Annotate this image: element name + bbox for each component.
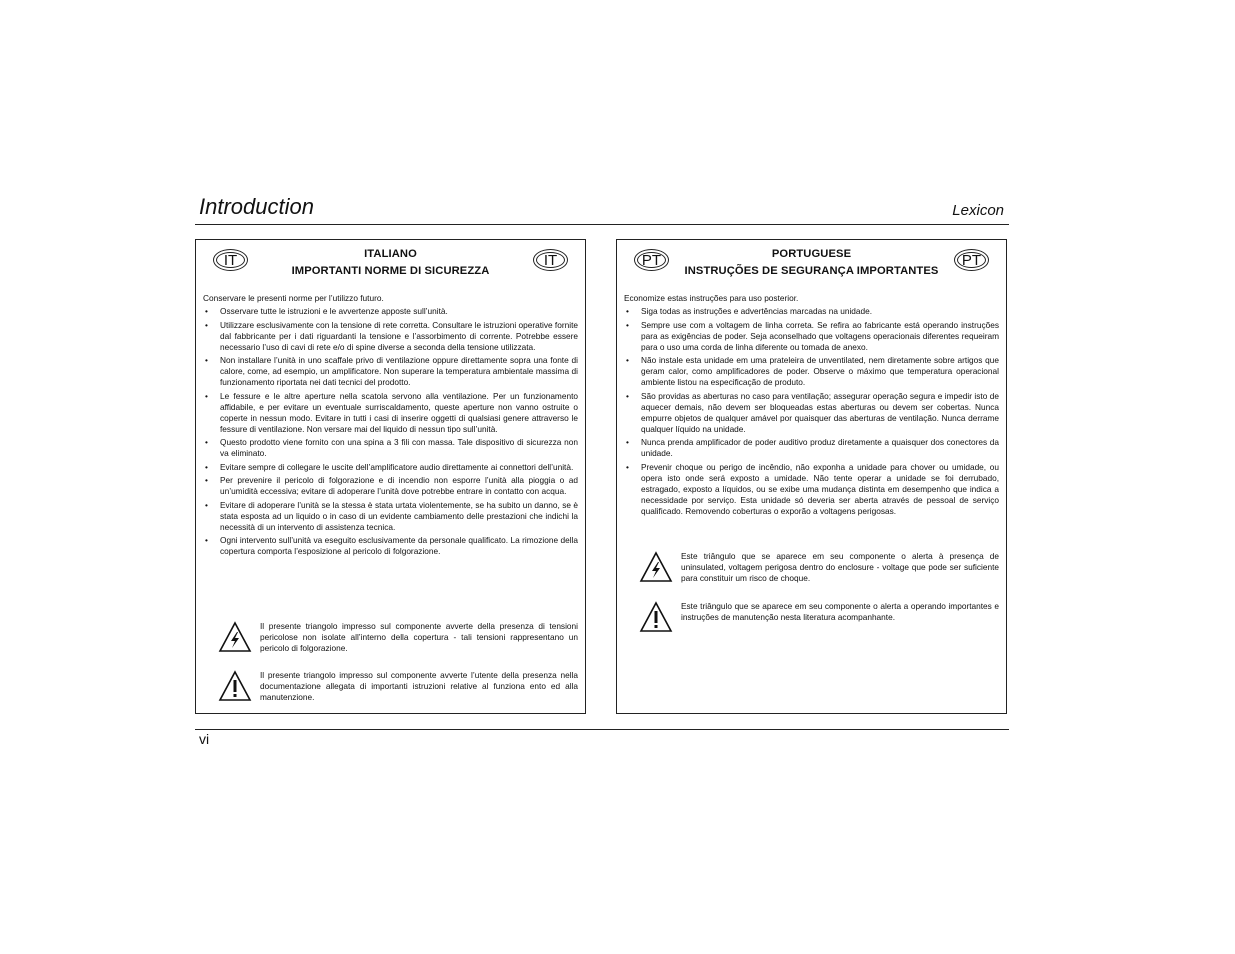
bullet-list <box>203 306 578 557</box>
list-item: • Non installare l’unità in uno scaffale privo di ventilazione oppure direttamente sopra una fonte di calore, come, ad esempio, un amplificatore. Non superare la temperatura ambientale massima di funzionamento riportata nei dati tecnici del prodotto. <box>205 355 578 387</box>
exclamation-warning-icon <box>218 670 252 702</box>
language-name: PORTUGUESE <box>771 248 852 260</box>
list-item: • Evitare sempre di collegare le uscite dell’amplificatore audio direttamente ai connettori dell’unità. <box>205 461 574 472</box>
list-item: • Osservare tutte le istruzioni e le avvertenze apposte sull’unità. <box>205 306 448 316</box>
footer-divider <box>195 729 1009 730</box>
section-heading: INSTRUÇÕES DE SEGURANÇA IMPORTANTES <box>684 265 939 277</box>
bullet-list <box>624 306 999 517</box>
warning-text: Este triângulo que se aparece em seu componente o alerta à presença de uninsulated, voltagem perigosa dentro do enclosure - voltage que pode ser suficiente para constituir um risco de choque. <box>681 551 999 583</box>
list-item: • São providas as aberturas no caso para ventilação; assegurar operação segura e impedir isto de aquecer demais, não devem ser bloqueadas estas aberturas ou devem ser cobertas. Nunca empurre objetos de qualquer amável por quaisquer das aberturas de ventilação. Nunca derrame qualquer líquido na unidade. <box>626 390 999 434</box>
language-badge-left: IT <box>213 249 248 271</box>
list-item: • Não instale esta unidade em uma prateleira de unventilated, nem diretamente sobre artigos que geram calor, como amplificadores de poder. Observe o máximo que temperatura operacional ambiente listou na especificação de produto. <box>626 355 999 387</box>
list-item: • Siga todas as instruções e advertências marcadas na unidade. <box>626 306 873 316</box>
list-item: • Nunca prenda amplificador de poder auditivo produz diretamente a quaisquer dos conectores da unidade. <box>626 437 999 458</box>
language-name: ITALIANO <box>364 248 417 260</box>
list-item: • Utilizzare esclusivamente con la tensione di rete corretta. Consultare le istruzioni operative fornite dal fabbricante per i dati riguardanti la tensione e l’assorbimento di corrente. Potrebbe essere necessario l’uso di cavi di rete e/o di spine diverse a seconda della tensione utilizzata. <box>205 319 578 352</box>
list-item: • Evitare di adoperare l’unità se la stessa è stata urtata violentemente, se ha subito un danno, se è stata esposta ad un liquido o in caso di un evidente cambiamento delle prestazioni che indichi la necessità di un intervento di assistenza tecnica. <box>205 499 578 532</box>
brand-name: Lexicon <box>952 202 1004 219</box>
voltage-warning <box>218 621 578 654</box>
intro-text: Economize estas instruções para uso posterior. <box>624 293 799 303</box>
italian-safety-panel <box>195 239 586 714</box>
instructions-warning <box>639 601 999 623</box>
warning-text: Il presente triangolo impresso sul componente avverte della presenza di tensioni pericolose non isolate all’interno della copertura - tali tensioni rappresentano un pericolo di folgorazione. <box>260 621 578 653</box>
exclamation-warning-icon <box>639 601 673 633</box>
list-item: • Per prevenire il pericolo di folgorazione e di incendio non esporre l’unità alla pioggia o ad un’umidità eccessiva; evitare di adoperare l’unità dove potrebbe entrare in contatto con acqua. <box>205 475 578 496</box>
instructions-warning <box>218 670 578 703</box>
list-item: • Prevenir choque ou perigo de incêndio, não exponha a unidade para chover ou umidade, ou opera isto onde será exposto a umidade. Não tente operar a unidade se foi derrubado, estragado, exposto a líquidos, ou se exibe uma mudança distinta em desempenho que indica a necessidade por serviço. Esta unidade só deveria ser aberta através de pessoal de serviço qualificado. Removendo coberturas o exporão a voltagens perigosas. <box>626 461 999 516</box>
language-badge-left: PT <box>634 249 669 271</box>
panel-heading <box>256 246 525 280</box>
lightning-warning-icon <box>218 621 252 653</box>
panel-body <box>624 293 999 519</box>
voltage-warning <box>639 551 999 584</box>
warning-text: Il presente triangolo impresso sul componente avverte l’utente della presenza nella documentazione allegata di importanti istruzioni relative al funziona ento ed alla manutenzione. <box>260 670 578 702</box>
language-badge-right: IT <box>533 249 568 271</box>
header-divider <box>195 224 1009 225</box>
list-item: • Sempre use com a voltagem de linha correta. Se refira ao fabricante está operando instruções para as exigências de poder. Seja aconselhado que voltagens operacionais diferentes requeiram para o uso uma corda de linha diferente ou tomada de anexo. <box>626 319 999 352</box>
warning-text: Este triângulo que se aparece em seu componente o alerta a operando importantes e instruções de manutenção nesta literatura acompanhante. <box>681 601 999 622</box>
list-item: • Ogni intervento sull’unità va eseguito esclusivamente da personale qualificato. La rimozione della copertura comporta l’esposizione al pericolo di folgorazione. <box>205 535 578 556</box>
page-title: Introduction <box>199 194 314 219</box>
portuguese-safety-panel <box>616 239 1007 714</box>
language-badge-right: PT <box>954 249 989 271</box>
lightning-warning-icon <box>639 551 673 583</box>
section-heading: IMPORTANTI NORME DI SICUREZZA <box>291 265 490 277</box>
list-item: • Questo prodotto viene fornito con una spina a 3 fili con massa. Tale dispositivo di sicurezza non va eliminato. <box>205 437 578 458</box>
page-number: vi <box>199 731 210 747</box>
intro-text: Conservare le presenti norme per l’utilizzo futuro. <box>203 293 384 303</box>
panel-body <box>203 293 578 560</box>
list-item: • Le fessure e le altre aperture nella scatola servono alla ventilazione. Per un funzionamento affidabile, e per evitare un eventuale surriscaldamento, queste aperture non vanno ostruite o coperte in nessun modo. Evitare in tutti i casi di inserire oggetti di qualsiasi genere attraverso le fessure di ventilazione. Non versare mai del liquido di nessun tipo sull’unità. <box>205 390 578 434</box>
panel-heading <box>677 246 946 280</box>
